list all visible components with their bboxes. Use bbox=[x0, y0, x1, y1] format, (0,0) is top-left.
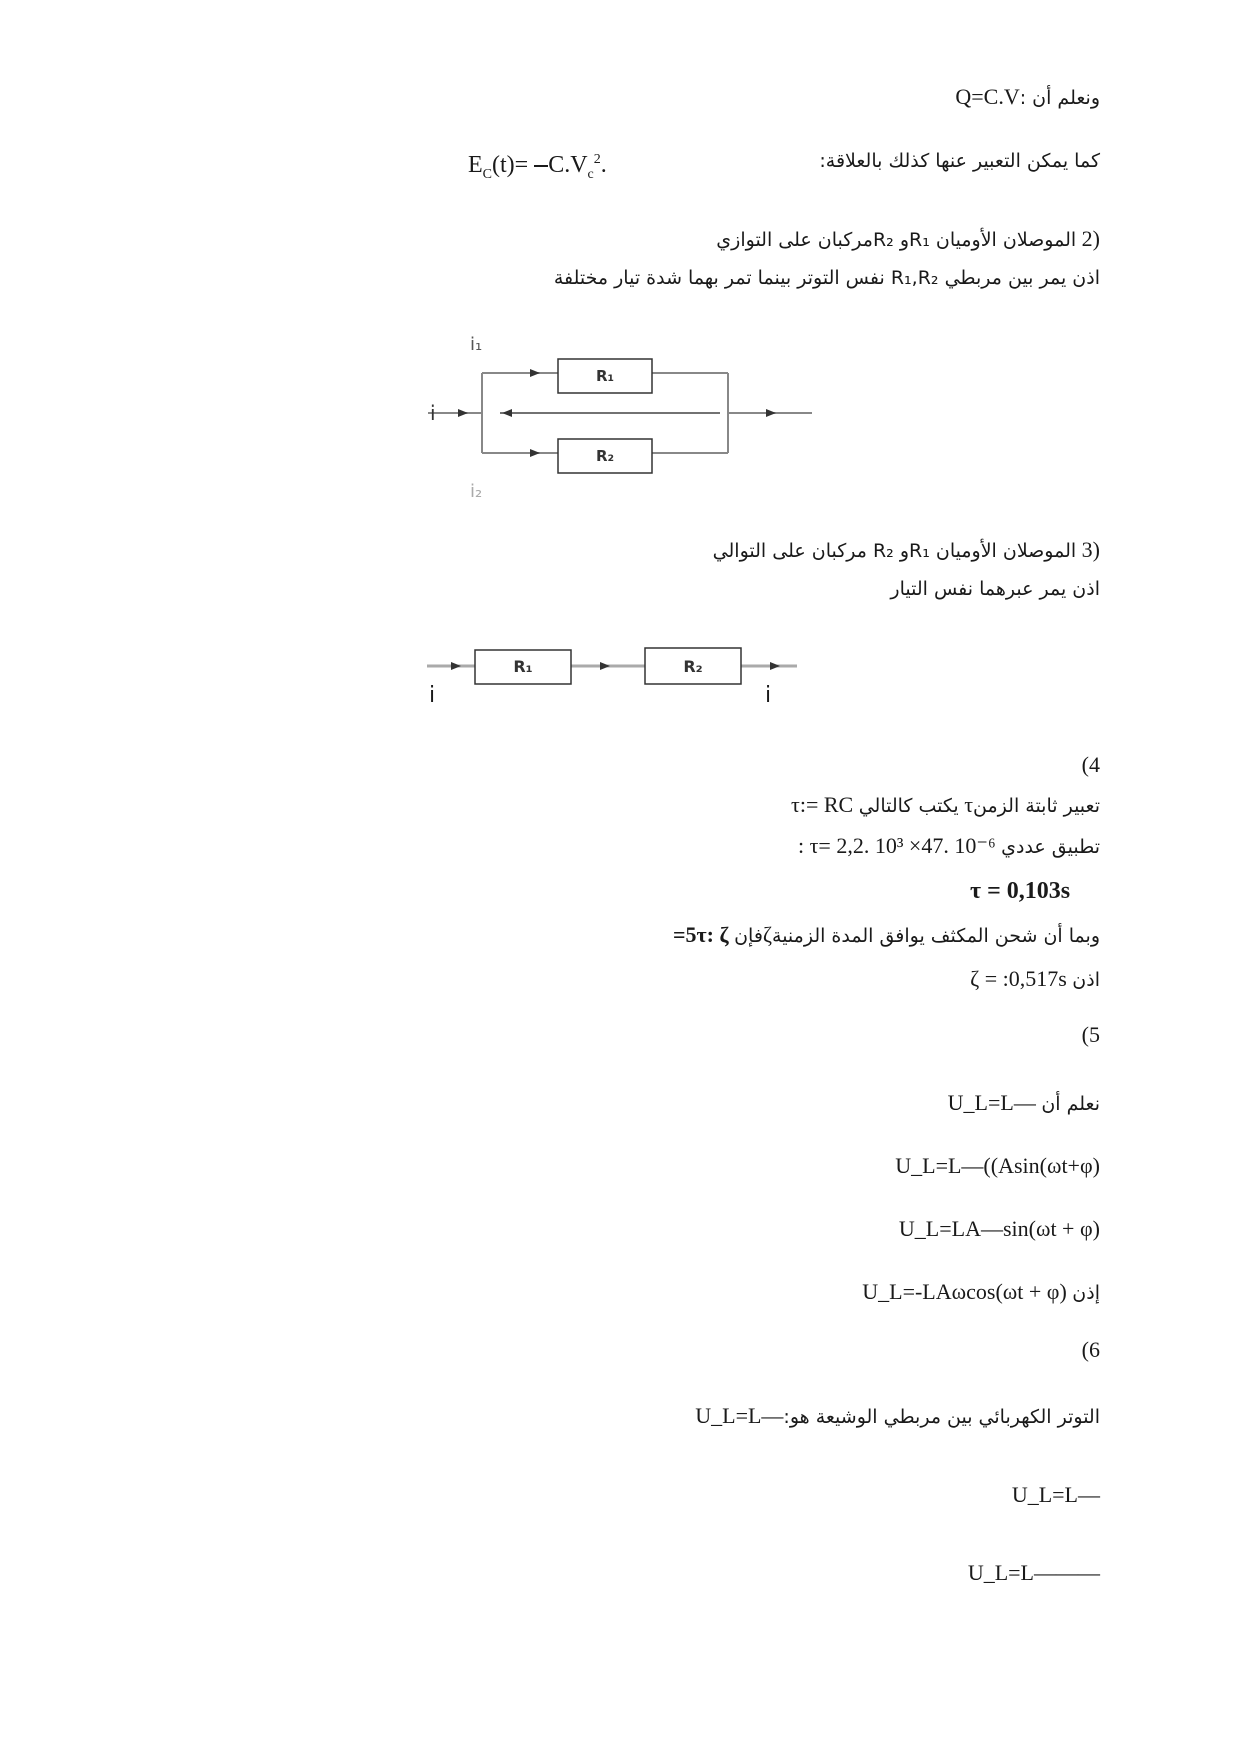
section4-line5: اذن ζ = :0,517s bbox=[970, 966, 1100, 991]
series-label-i-left: i bbox=[429, 683, 436, 708]
section3-title: 3) الموصلان الأوميان R₁و R₂ مركبان على التوالي bbox=[712, 537, 1100, 562]
series-label-r1: R₁ bbox=[513, 657, 533, 676]
series-label-r2: R₂ bbox=[683, 657, 703, 676]
line-energy-text: كما يمكن التعبير عنها كذلك بالعلاقة: bbox=[819, 150, 1100, 172]
series-circuit-diagram bbox=[425, 640, 805, 720]
section5-line1: نعلم أن U_L=L— bbox=[947, 1090, 1100, 1115]
parallel-circuit-diagram bbox=[420, 325, 820, 510]
section4-line1: تعبير ثابتة الزمنτ يكتب كالتالي τ:= RC bbox=[790, 792, 1100, 817]
section5-num: (5 bbox=[1081, 1022, 1100, 1047]
fraction-bar bbox=[534, 165, 548, 167]
series-arrow-mid-icon bbox=[600, 662, 610, 670]
line-q-cv: ونعلم أن :Q=C.V bbox=[955, 84, 1100, 109]
section2-desc: اذن يمر بين مربطي R₁,R₂ نفس التوتر بينما تمر بهما شدة تيار مختلفة bbox=[553, 267, 1100, 289]
label-r2: R₂ bbox=[595, 447, 615, 465]
series-label-i-right: i bbox=[765, 683, 772, 708]
section6-line3: U_L=L——— bbox=[967, 1560, 1100, 1585]
section4-line4: وبما أن شحن المكثف يوافق المدة الزمنيةζفإن =5τ: ζ bbox=[672, 922, 1100, 947]
section6-line1: التوتر الكهربائي بين مربطي الوشيعة هو:U_L=L— bbox=[695, 1403, 1100, 1428]
section4-num: (4 bbox=[1081, 752, 1100, 777]
formula-q: Q=C.V bbox=[955, 84, 1020, 109]
section6-num: (6 bbox=[1081, 1337, 1100, 1362]
section5-line2: U_L=L—((Asin(ωt+φ) bbox=[895, 1153, 1100, 1178]
label-i: i bbox=[430, 401, 436, 425]
arrow-voltage-icon bbox=[502, 409, 512, 417]
series-arrow-in-icon bbox=[451, 662, 461, 670]
series-arrow-out-icon bbox=[770, 662, 780, 670]
section5-line3: U_L=LA—sin(ωt + φ) bbox=[898, 1216, 1100, 1241]
formula-energy: $E_C(t)= C.V_c^2$. bbox=[468, 152, 607, 182]
label-i1: i₁ bbox=[470, 334, 483, 355]
section3-desc: اذن يمر عبرهما نفس التيار bbox=[890, 578, 1100, 600]
label-i2: i₂ bbox=[470, 481, 483, 502]
section5-line4: إذن U_L=-LAωcos(ωt + φ) bbox=[862, 1279, 1100, 1304]
section4-line3: τ = 0,103s bbox=[970, 878, 1071, 904]
section6-line2: U_L=L— bbox=[1011, 1482, 1100, 1507]
arrow-out-icon bbox=[766, 409, 776, 417]
arrow-r2-icon bbox=[530, 449, 540, 457]
section4-line2: تطبيق عددي : τ= 2,2. 10³ ×47. 10⁻⁶ bbox=[797, 833, 1100, 858]
label-r1: R₁ bbox=[595, 367, 615, 385]
arrow-in-icon bbox=[458, 409, 468, 417]
section2-title: 2) الموصلان الأوميان R₁و R₂مركبان على التوازي bbox=[716, 226, 1100, 251]
arrow-r1-icon bbox=[530, 369, 540, 377]
